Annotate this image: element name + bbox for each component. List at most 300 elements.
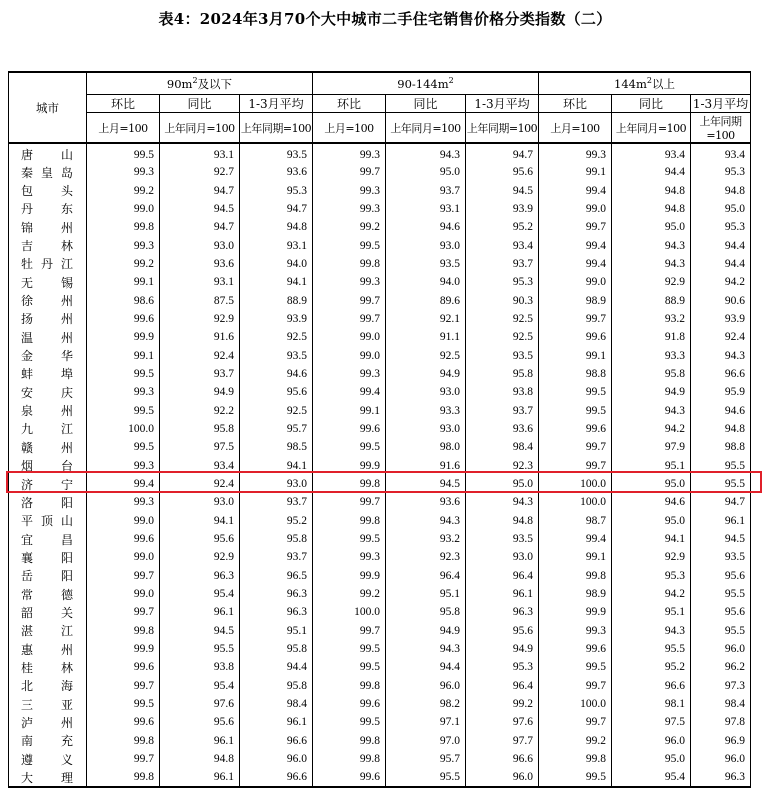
- index-value: 94.6: [240, 365, 313, 383]
- index-value: 99.6: [87, 658, 160, 676]
- index-value: 92.3: [466, 457, 539, 475]
- base-label-2-2: 上年同期=100: [691, 113, 751, 144]
- index-value: 93.6: [466, 420, 539, 438]
- index-value: 99.2: [466, 695, 539, 713]
- index-value: 96.3: [240, 603, 313, 621]
- index-value: 99.3: [87, 493, 160, 511]
- index-value: 95.3: [612, 567, 691, 585]
- index-value: 96.6: [240, 768, 313, 786]
- index-value: 94.7: [160, 218, 240, 236]
- index-value: 95.0: [691, 200, 751, 218]
- index-value: 99.3: [87, 236, 160, 254]
- index-value: 99.7: [87, 567, 160, 585]
- index-value: 98.4: [691, 695, 751, 713]
- index-value: 94.8: [612, 200, 691, 218]
- index-value: 95.1: [386, 585, 466, 603]
- table-row: [9, 695, 751, 713]
- index-value: 96.5: [240, 567, 313, 585]
- index-value: 99.3: [539, 143, 612, 163]
- index-value: 91.1: [386, 328, 466, 346]
- index-value: 99.7: [87, 750, 160, 768]
- index-value: 99.4: [539, 236, 612, 254]
- city-name: 常德: [21, 587, 73, 602]
- index-value: 99.7: [87, 603, 160, 621]
- city-name: 三亚: [21, 697, 73, 712]
- index-value: 99.7: [539, 677, 612, 695]
- index-value: 94.1: [240, 273, 313, 291]
- index-value: 98.4: [240, 695, 313, 713]
- index-value: 99.7: [539, 438, 612, 456]
- index-value: 90.3: [466, 291, 539, 309]
- index-value: 94.5: [466, 181, 539, 199]
- city-name: 平顶山: [21, 514, 73, 529]
- table-row: [9, 401, 751, 419]
- index-value: 95.8: [160, 420, 240, 438]
- index-value: 93.5: [466, 530, 539, 548]
- index-value: 98.9: [539, 291, 612, 309]
- index-value: 93.6: [240, 163, 313, 181]
- table-row: [9, 475, 751, 493]
- index-value: 96.0: [240, 750, 313, 768]
- index-value: 95.9: [691, 383, 751, 401]
- index-value: 95.5: [612, 640, 691, 658]
- index-value: 99.8: [539, 750, 612, 768]
- index-value: 96.1: [691, 512, 751, 530]
- index-value: 99.5: [539, 768, 612, 786]
- index-value: 94.4: [691, 255, 751, 273]
- index-value: 95.8: [240, 677, 313, 695]
- index-value: 99.2: [313, 218, 386, 236]
- index-value: 94.4: [386, 658, 466, 676]
- index-value: 87.5: [160, 291, 240, 309]
- index-value: 91.6: [386, 457, 466, 475]
- index-value: 94.4: [612, 163, 691, 181]
- index-value: 96.3: [691, 768, 751, 786]
- index-value: 92.9: [612, 273, 691, 291]
- index-value: 93.3: [612, 346, 691, 364]
- index-value: 99.4: [87, 475, 160, 493]
- index-value: 98.5: [240, 438, 313, 456]
- base-label-1-1: 上年同月=100: [386, 113, 466, 144]
- city-name: 包头: [21, 184, 73, 199]
- city-name: 温州: [21, 330, 73, 345]
- index-value: 99.6: [87, 530, 160, 548]
- city-name: 安庆: [21, 385, 73, 400]
- city-name: 金华: [21, 349, 73, 364]
- index-value: 95.0: [612, 218, 691, 236]
- index-value: 98.7: [539, 512, 612, 530]
- index-value: 93.0: [160, 493, 240, 511]
- group-header-0: $90m^2$及以下: [87, 72, 313, 95]
- base-label-0-2: 上年同期=100: [240, 113, 313, 144]
- index-value: 99.5: [313, 713, 386, 731]
- index-value: 96.6: [691, 365, 751, 383]
- table-row: [9, 181, 751, 199]
- index-value: 99.7: [539, 310, 612, 328]
- index-value: 98.8: [539, 365, 612, 383]
- index-value: 98.2: [386, 695, 466, 713]
- index-value: 97.6: [160, 695, 240, 713]
- city-name: 宜昌: [21, 532, 73, 547]
- city-name: 赣州: [21, 440, 73, 455]
- index-value: 95.6: [160, 530, 240, 548]
- index-value: 94.8: [466, 512, 539, 530]
- index-value: 99.6: [539, 420, 612, 438]
- index-value: 95.3: [691, 218, 751, 236]
- index-value: 93.5: [386, 255, 466, 273]
- index-value: 100.0: [539, 493, 612, 511]
- table-row: [9, 200, 751, 218]
- table-row: [9, 768, 751, 786]
- index-value: 94.5: [160, 622, 240, 640]
- index-value: 99.5: [313, 236, 386, 254]
- table-row: [9, 273, 751, 291]
- index-value: 99.3: [87, 163, 160, 181]
- index-value: 99.7: [539, 218, 612, 236]
- index-value: 94.1: [612, 530, 691, 548]
- index-value: 94.5: [160, 200, 240, 218]
- base-label-0-0: 上月=100: [87, 113, 160, 144]
- index-value: 94.5: [691, 530, 751, 548]
- index-value: 93.7: [466, 401, 539, 419]
- index-value: 92.9: [612, 548, 691, 566]
- index-value: 98.4: [466, 438, 539, 456]
- index-value: 99.6: [87, 713, 160, 731]
- index-value: 93.2: [386, 530, 466, 548]
- city-name: 蚌埠: [21, 367, 73, 382]
- index-value: 92.3: [386, 548, 466, 566]
- index-value: 99.3: [87, 457, 160, 475]
- city-name: 惠州: [21, 642, 73, 657]
- index-value: 99.1: [539, 346, 612, 364]
- index-value: 97.1: [386, 713, 466, 731]
- city-name: 无锡: [21, 275, 73, 290]
- index-value: 99.5: [313, 530, 386, 548]
- index-value: 99.6: [87, 310, 160, 328]
- index-value: 99.7: [313, 622, 386, 640]
- index-value: 99.9: [313, 567, 386, 585]
- table-row: [9, 291, 751, 309]
- index-value: 93.4: [160, 457, 240, 475]
- table-row: [9, 346, 751, 364]
- index-value: 99.5: [87, 143, 160, 163]
- index-value: 94.2: [691, 273, 751, 291]
- index-value: 99.4: [539, 181, 612, 199]
- index-value: 94.9: [466, 640, 539, 658]
- index-value: 99.8: [87, 218, 160, 236]
- index-value: 99.3: [539, 622, 612, 640]
- index-value: 97.5: [612, 713, 691, 731]
- city-name: 韶关: [21, 605, 73, 620]
- index-value: 93.7: [240, 493, 313, 511]
- index-value: 93.5: [240, 143, 313, 163]
- index-value: 95.5: [386, 768, 466, 786]
- index-value: 95.8: [386, 603, 466, 621]
- city-name: 泉州: [21, 404, 73, 419]
- index-value: 92.5: [240, 401, 313, 419]
- index-value: 92.5: [240, 328, 313, 346]
- index-value: 94.8: [691, 181, 751, 199]
- index-value: 95.5: [160, 640, 240, 658]
- index-value: 94.7: [240, 200, 313, 218]
- index-value: 93.8: [466, 383, 539, 401]
- index-value: 94.1: [160, 512, 240, 530]
- index-value: 93.9: [691, 310, 751, 328]
- index-value: 96.0: [466, 768, 539, 786]
- index-value: 99.0: [539, 200, 612, 218]
- index-value: 93.1: [240, 236, 313, 254]
- table-row: [9, 163, 751, 181]
- index-value: 96.0: [386, 677, 466, 695]
- index-value: 96.4: [386, 567, 466, 585]
- index-value: 94.7: [466, 143, 539, 163]
- index-value: 93.1: [160, 273, 240, 291]
- group-header-2: $144m^2$以上: [539, 72, 751, 95]
- table-row: [9, 603, 751, 621]
- index-value: 95.2: [612, 658, 691, 676]
- city-name: 九江: [21, 422, 73, 437]
- index-value: 99.9: [539, 603, 612, 621]
- index-value: 95.0: [612, 475, 691, 493]
- index-value: 94.2: [612, 420, 691, 438]
- index-value: 94.3: [691, 346, 751, 364]
- index-value: 92.4: [160, 346, 240, 364]
- index-value: 97.5: [160, 438, 240, 456]
- index-value: 99.6: [313, 768, 386, 786]
- index-value: 93.0: [466, 548, 539, 566]
- index-value: 99.8: [87, 768, 160, 786]
- subheader-2-0: 环比: [539, 95, 612, 113]
- index-value: 99.4: [313, 383, 386, 401]
- city-name: 桂林: [21, 660, 73, 675]
- index-value: 100.0: [313, 603, 386, 621]
- index-value: 93.5: [466, 346, 539, 364]
- index-value: 94.3: [386, 640, 466, 658]
- index-value: 99.6: [313, 695, 386, 713]
- index-value: 95.7: [386, 750, 466, 768]
- table-row: [9, 530, 751, 548]
- group-header-1: $90-144m^2$: [313, 72, 539, 95]
- table-row: [9, 236, 751, 254]
- index-value: 92.4: [160, 475, 240, 493]
- index-value: 95.3: [691, 163, 751, 181]
- city-name: 泸州: [21, 715, 73, 730]
- index-value: 89.6: [386, 291, 466, 309]
- subheader-1-2: 1-3月平均: [466, 95, 539, 113]
- city-name: 南充: [21, 734, 73, 749]
- index-value: 95.4: [160, 585, 240, 603]
- index-value: 92.5: [386, 346, 466, 364]
- index-value: 94.6: [386, 218, 466, 236]
- index-value: 94.0: [386, 273, 466, 291]
- table-row: [9, 512, 751, 530]
- index-value: 95.2: [466, 218, 539, 236]
- index-value: 98.9: [539, 585, 612, 603]
- city-name: 扬州: [21, 312, 73, 327]
- index-value: 99.8: [87, 622, 160, 640]
- index-value: 99.5: [87, 695, 160, 713]
- index-value: 94.8: [612, 181, 691, 199]
- index-value: 95.6: [240, 383, 313, 401]
- index-value: 94.3: [612, 401, 691, 419]
- index-value: 99.8: [313, 750, 386, 768]
- index-value: 95.2: [240, 512, 313, 530]
- index-value: 95.5: [691, 622, 751, 640]
- index-value: 93.5: [691, 548, 751, 566]
- index-value: 96.4: [466, 677, 539, 695]
- table-row: [9, 310, 751, 328]
- index-value: 93.9: [240, 310, 313, 328]
- index-value: 99.5: [539, 658, 612, 676]
- table-row: [9, 457, 751, 475]
- index-value: 97.3: [691, 677, 751, 695]
- index-value: 99.3: [313, 548, 386, 566]
- index-value: 93.7: [240, 548, 313, 566]
- base-label-2-1: 上年同月=100: [612, 113, 691, 144]
- subheader-2-2: 1-3月平均: [691, 95, 751, 113]
- index-value: 94.8: [160, 750, 240, 768]
- index-value: 99.1: [87, 346, 160, 364]
- index-value: 99.8: [313, 512, 386, 530]
- index-value: 96.1: [466, 585, 539, 603]
- index-value: 99.5: [87, 365, 160, 383]
- index-value: 93.0: [386, 420, 466, 438]
- index-value: 99.2: [539, 732, 612, 750]
- index-value: 88.9: [612, 291, 691, 309]
- index-value: 93.8: [160, 658, 240, 676]
- index-value: 96.3: [240, 585, 313, 603]
- index-value: 96.0: [691, 640, 751, 658]
- index-value: 94.9: [386, 365, 466, 383]
- index-value: 99.5: [539, 401, 612, 419]
- index-value: 96.2: [691, 658, 751, 676]
- index-value: 96.1: [240, 713, 313, 731]
- table-row: [9, 677, 751, 695]
- index-value: 88.9: [240, 291, 313, 309]
- index-value: 95.6: [691, 567, 751, 585]
- index-value: 99.7: [539, 713, 612, 731]
- city-name: 岳阳: [21, 569, 73, 584]
- index-value: 94.9: [612, 383, 691, 401]
- index-value: 96.6: [612, 677, 691, 695]
- table-row: [9, 420, 751, 438]
- index-value: 92.5: [466, 310, 539, 328]
- index-value: 95.6: [160, 713, 240, 731]
- index-value: 93.4: [691, 143, 751, 163]
- index-value: 95.6: [466, 163, 539, 181]
- index-value: 100.0: [539, 695, 612, 713]
- page-title: 表4：2024年3月70个大中城市二手住宅销售价格分类指数（二）: [158, 10, 612, 28]
- index-value: 94.3: [612, 255, 691, 273]
- index-value: 96.3: [466, 603, 539, 621]
- index-value: 99.8: [313, 255, 386, 273]
- table-row: [9, 750, 751, 768]
- index-value: 99.8: [313, 677, 386, 695]
- base-label-0-1: 上年同月=100: [160, 113, 240, 144]
- table-row: [9, 365, 751, 383]
- subheader-1-1: 同比: [386, 95, 466, 113]
- table-row: [9, 622, 751, 640]
- city-name: 牡丹江: [21, 257, 73, 272]
- index-value: 99.9: [313, 457, 386, 475]
- index-value: 94.3: [466, 493, 539, 511]
- index-value: 99.3: [313, 200, 386, 218]
- index-value: 99.3: [313, 143, 386, 163]
- table-row: [9, 493, 751, 511]
- index-value: 95.4: [612, 768, 691, 786]
- index-value: 96.6: [240, 732, 313, 750]
- index-value: 93.7: [386, 181, 466, 199]
- index-value: 94.6: [691, 401, 751, 419]
- index-value: 93.1: [160, 143, 240, 163]
- index-value: 99.8: [313, 475, 386, 493]
- index-value: 95.8: [240, 530, 313, 548]
- index-value: 92.1: [386, 310, 466, 328]
- index-value: 95.3: [466, 273, 539, 291]
- index-value: 99.0: [313, 346, 386, 364]
- index-value: 94.8: [691, 420, 751, 438]
- index-value: 95.3: [240, 181, 313, 199]
- city-name: 大理: [21, 770, 73, 785]
- index-value: 94.3: [612, 236, 691, 254]
- index-value: 99.5: [87, 438, 160, 456]
- index-value: 94.4: [691, 236, 751, 254]
- index-value: 93.0: [240, 475, 313, 493]
- index-value: 94.6: [612, 493, 691, 511]
- index-value: 93.2: [612, 310, 691, 328]
- index-value: 99.4: [539, 255, 612, 273]
- index-value: 96.0: [612, 732, 691, 750]
- index-value: 96.3: [160, 567, 240, 585]
- index-value: 95.6: [691, 603, 751, 621]
- index-value: 98.1: [612, 695, 691, 713]
- index-value: 99.9: [87, 328, 160, 346]
- city-name: 吉林: [21, 239, 73, 254]
- index-value: 94.1: [240, 457, 313, 475]
- index-value: 99.5: [539, 383, 612, 401]
- table-row: [9, 713, 751, 731]
- index-value: 92.4: [691, 328, 751, 346]
- index-value: 96.9: [691, 732, 751, 750]
- city-name: 锦州: [21, 220, 73, 235]
- index-value: 98.0: [386, 438, 466, 456]
- subheader-0-0: 环比: [87, 95, 160, 113]
- index-value: 95.1: [240, 622, 313, 640]
- index-value: 96.0: [691, 750, 751, 768]
- index-value: 99.8: [313, 732, 386, 750]
- table-row: [9, 143, 751, 163]
- index-value: 95.6: [466, 622, 539, 640]
- city-name: 济宁: [21, 477, 73, 492]
- index-value: 99.6: [539, 328, 612, 346]
- index-value: 99.2: [87, 181, 160, 199]
- index-value: 99.3: [87, 383, 160, 401]
- index-value: 92.7: [160, 163, 240, 181]
- index-value: 98.8: [691, 438, 751, 456]
- index-value: 95.5: [691, 457, 751, 475]
- table-row: [9, 640, 751, 658]
- index-value: 95.5: [691, 585, 751, 603]
- index-value: 95.0: [612, 750, 691, 768]
- city-name: 徐州: [21, 294, 73, 309]
- index-value: 96.4: [466, 567, 539, 585]
- index-value: 94.3: [612, 622, 691, 640]
- index-value: 93.4: [466, 236, 539, 254]
- index-value: 95.0: [386, 163, 466, 181]
- index-value: 91.6: [160, 328, 240, 346]
- index-value: 95.8: [612, 365, 691, 383]
- index-value: 99.8: [539, 567, 612, 585]
